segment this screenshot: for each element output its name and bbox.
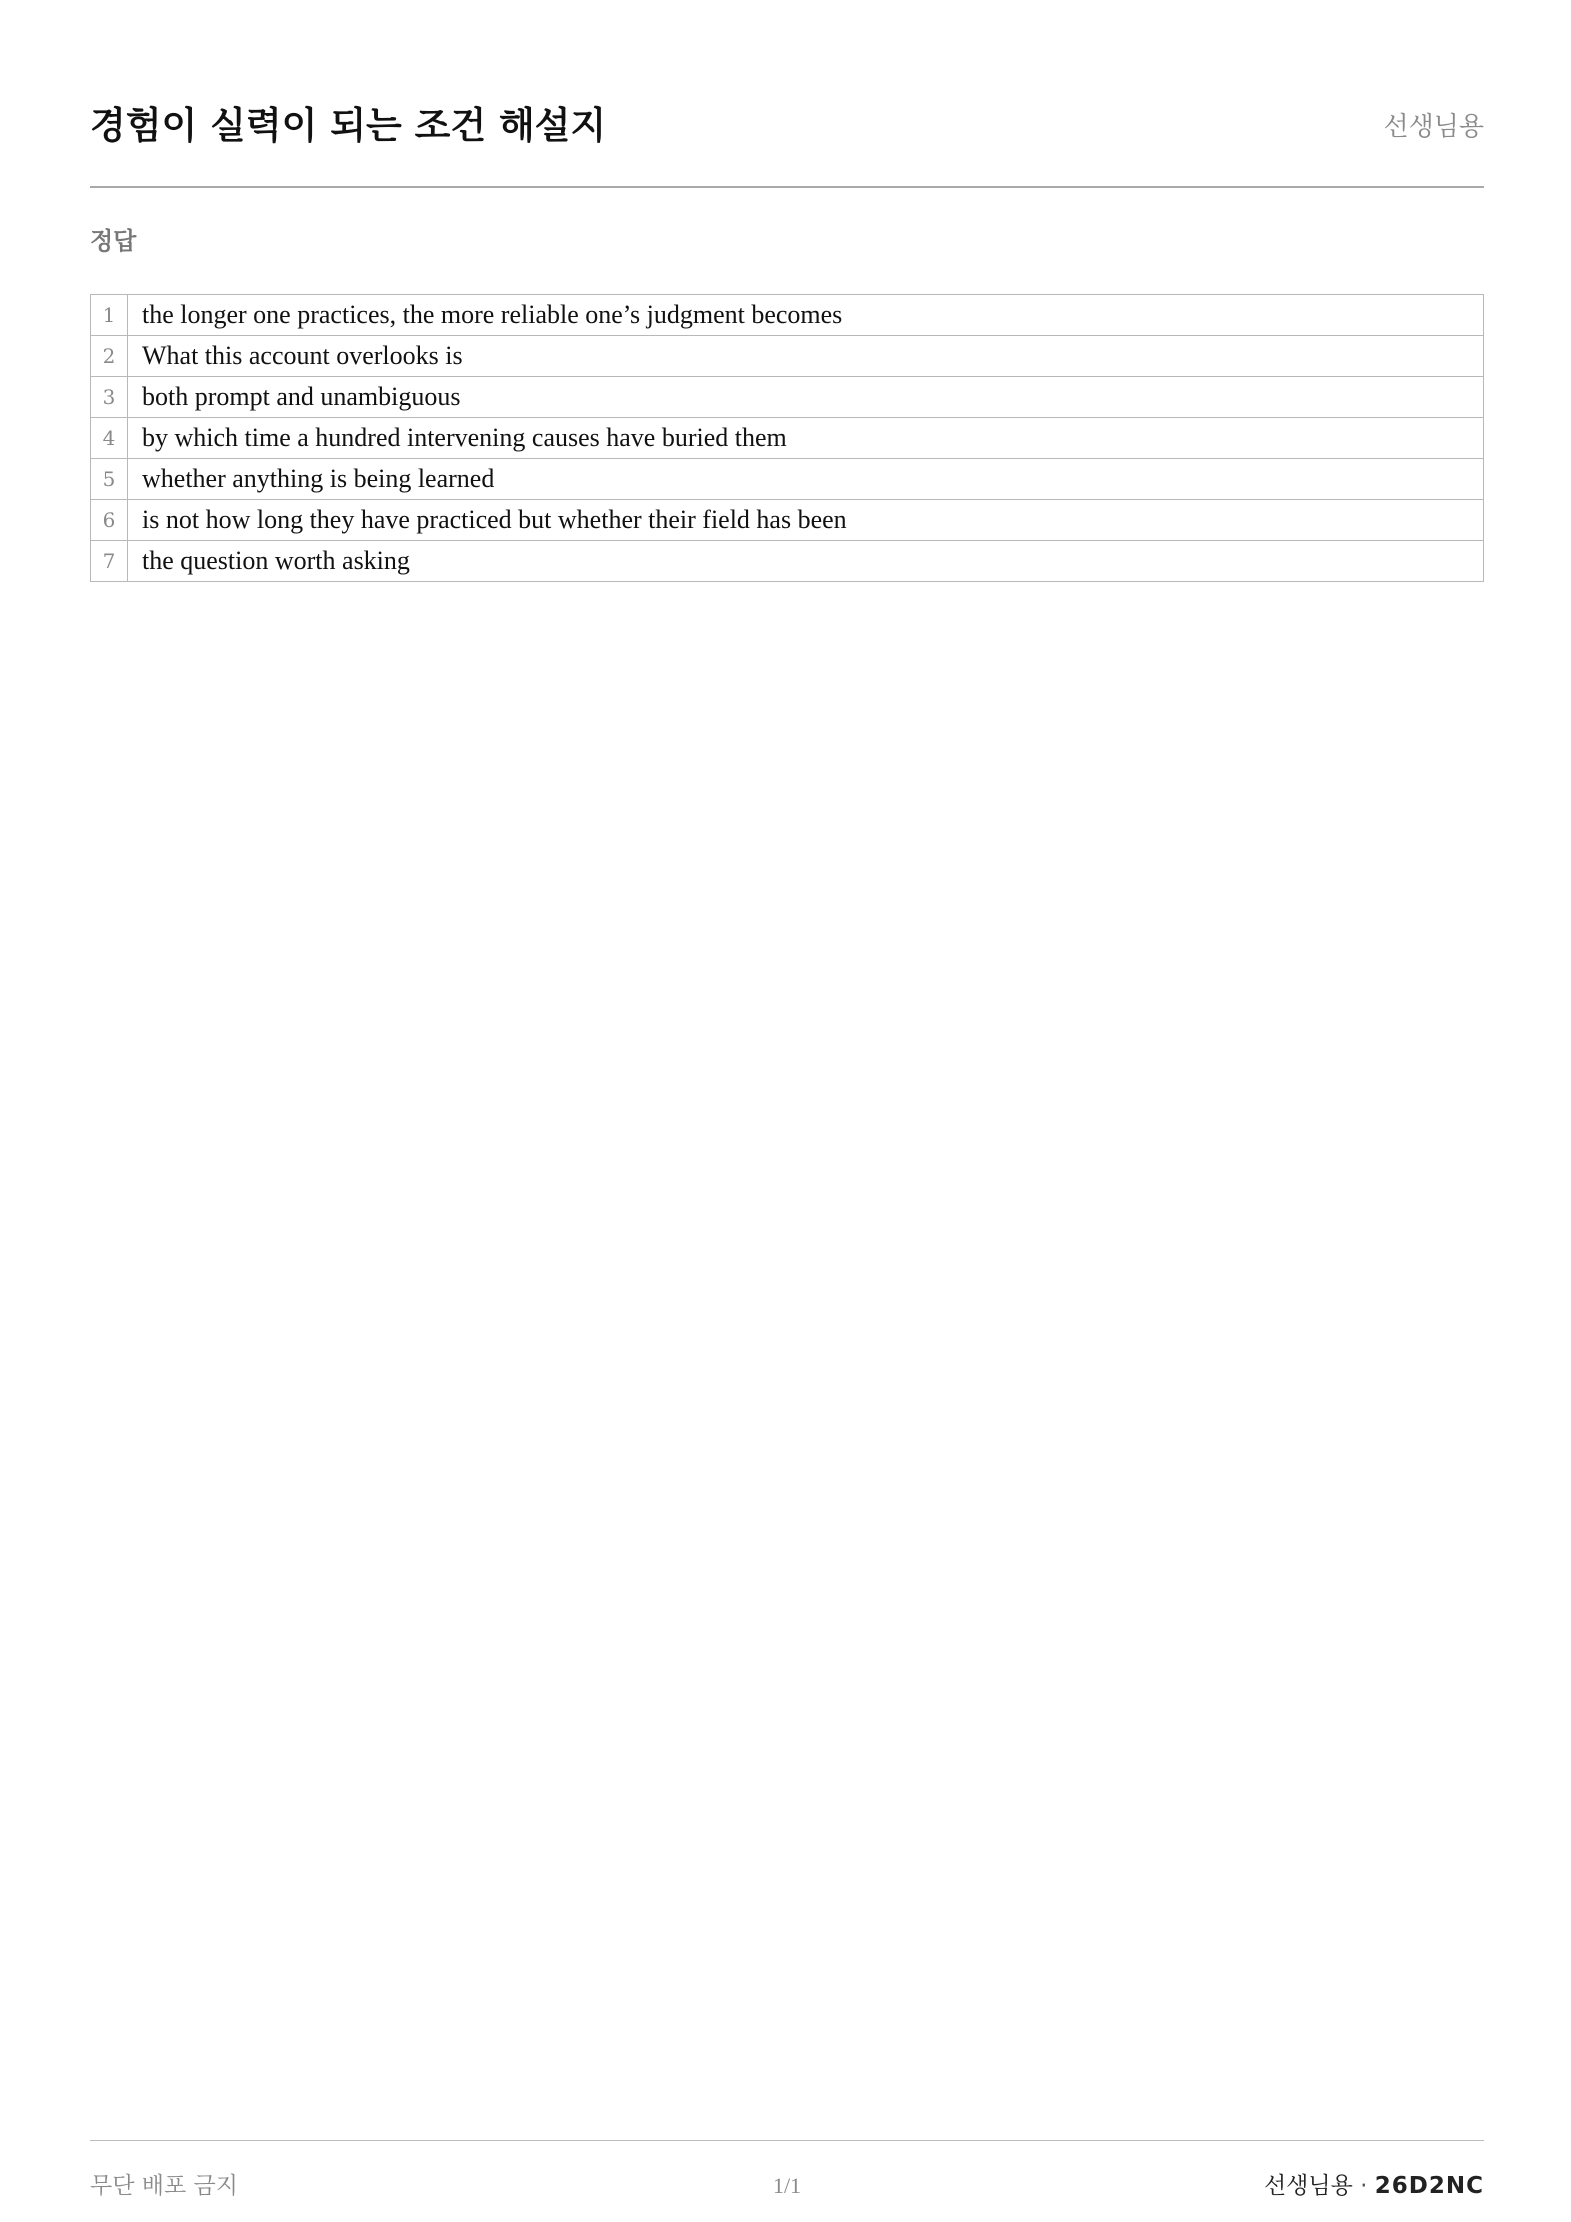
table-row (91, 418, 1484, 459)
answer-text: What this account overlooks is (128, 336, 1484, 377)
table-row (91, 295, 1484, 336)
page-number: 1/1 (772, 2173, 802, 2198)
answer-number: 4 (91, 418, 128, 459)
answer-text: the question worth asking (128, 541, 1484, 582)
table-row (91, 336, 1484, 377)
answer-number: 6 (91, 500, 128, 541)
page-title: 경험이 실력이 되는 조건 해설지 (90, 104, 607, 147)
distribution-notice: 무단 배포 금지 (90, 2173, 238, 2199)
answer-number: 1 (91, 295, 128, 336)
answer-table (90, 294, 1484, 582)
answer-text: the longer one practices, the more reliable one’s judgment becomes (128, 295, 1484, 336)
answer-number: 5 (91, 459, 128, 500)
header-divider (90, 186, 1484, 188)
answer-text: by which time a hundred intervening causes have buried them (128, 418, 1484, 459)
footer-separator: · (1360, 2173, 1368, 2199)
answer-number: 3 (91, 377, 128, 418)
answer-text: both prompt and unambiguous (128, 377, 1484, 418)
answer-text: whether anything is being learned (128, 459, 1484, 500)
footer-audience-code (1264, 2168, 1484, 2204)
document-code: 26D2NC (1374, 2173, 1484, 2199)
table-row (91, 500, 1484, 541)
answer-number: 7 (91, 541, 128, 582)
page-header (90, 100, 1484, 152)
footer-divider (90, 2140, 1484, 2141)
answer-text: is not how long they have practiced but whether their field has been (128, 500, 1484, 541)
answer-number: 2 (91, 336, 128, 377)
table-row (91, 377, 1484, 418)
table-row (91, 459, 1484, 500)
table-row (91, 541, 1484, 582)
page-footer (90, 2168, 1484, 2204)
section-label-answers: 정답 (90, 227, 137, 255)
footer-audience-label: 선생님용 (1263, 2173, 1353, 2199)
answer-sheet-page (90, 0, 1484, 2222)
audience-label: 선생님용 (1383, 112, 1484, 142)
